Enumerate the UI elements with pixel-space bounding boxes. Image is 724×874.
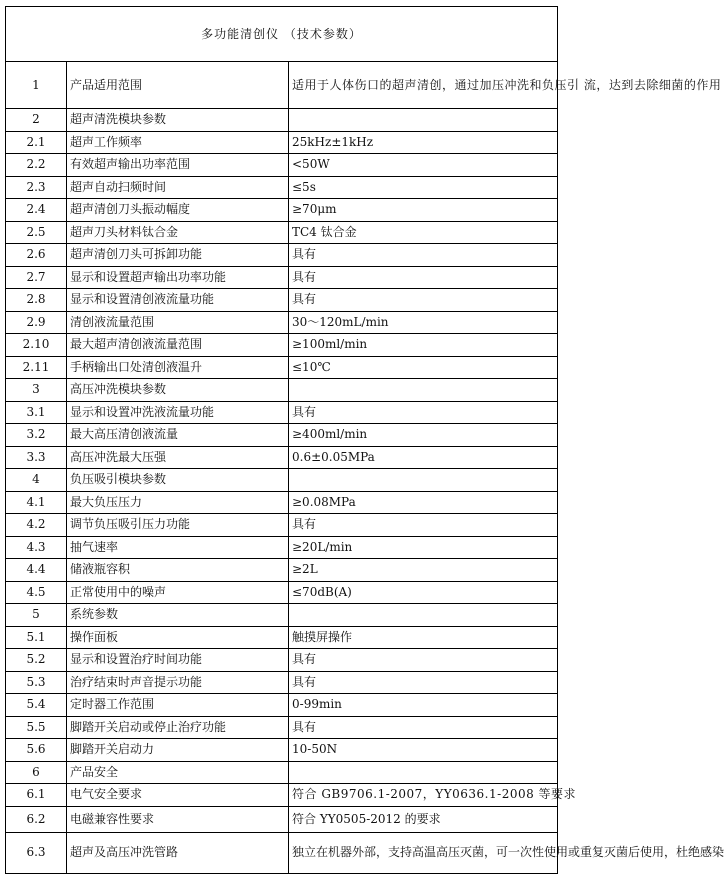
row-parameter-name: 最大负压压力 [67,491,289,514]
row-parameter-value: TC4 钛合金 [289,221,558,244]
row-parameter-name: 正常使用中的噪声 [67,581,289,604]
row-parameter-value: 具有 [289,671,558,694]
row-parameter-name: 脚踏开关启动力 [67,739,289,762]
row-parameter-name: 超声自动扫频时间 [67,176,289,199]
row-number: 5.4 [6,694,67,717]
row-parameter-name: 系统参数 [67,604,289,627]
row-parameter-value: 具有 [289,266,558,289]
row-number: 5 [6,604,67,627]
row-number: 2.7 [6,266,67,289]
row-parameter-value: ≥100ml/min [289,334,558,357]
row-number: 6 [6,761,67,784]
table-row [6,626,558,649]
table-row [6,671,558,694]
table-row [6,334,558,357]
row-number: 2.8 [6,289,67,312]
row-parameter-name: 超声刀头材料钛合金 [67,221,289,244]
row-parameter-value: 具有 [289,289,558,312]
row-number: 4 [6,469,67,492]
row-parameter-name: 显示和设置治疗时间功能 [67,649,289,672]
row-number: 5.1 [6,626,67,649]
row-parameter-value: 独立在机器外部，支持高温高压灭菌，可一次性使用或重复灭菌后使用，杜绝感染 [289,832,558,873]
row-parameter-name: 高压冲洗最大压强 [67,446,289,469]
table-row [6,491,558,514]
row-parameter-name: 超声工作频率 [67,131,289,154]
table-row [6,244,558,267]
row-parameter-name: 清创液流量范围 [67,311,289,334]
row-number: 1 [6,62,67,109]
table-row [6,424,558,447]
row-parameter-value [289,604,558,627]
table-row [6,806,558,832]
row-parameter-name: 定时器工作范围 [67,694,289,717]
table-row [6,581,558,604]
table-row [6,739,558,762]
row-parameter-name: 脚踏开关启动或停止治疗功能 [67,716,289,739]
spec-table-body [6,7,724,874]
table-row [6,289,558,312]
row-number: 5.6 [6,739,67,762]
table-row [6,356,558,379]
row-parameter-name: 电磁兼容性要求 [67,806,289,832]
row-number: 2.2 [6,154,67,177]
row-parameter-name: 最大高压清创液流量 [67,424,289,447]
table-title: 多功能清创仪 （技术参数） [6,7,558,62]
table-row [6,176,558,199]
table-row [6,784,558,807]
row-number: 4.1 [6,491,67,514]
table-row [6,266,558,289]
table-row [6,604,558,627]
table-row [6,109,558,132]
row-parameter-name: 抽气速率 [67,536,289,559]
row-parameter-name: 产品安全 [67,761,289,784]
row-parameter-name: 储液瓶容积 [67,559,289,582]
row-parameter-name: 操作面板 [67,626,289,649]
table-row [6,559,558,582]
table-row [6,154,558,177]
row-number: 4.2 [6,514,67,537]
row-parameter-value: ≥0.08MPa [289,491,558,514]
row-number: 6.1 [6,784,67,807]
row-parameter-value: ≥2L [289,559,558,582]
row-parameter-value: ≤5s [289,176,558,199]
row-parameter-value: 10-50N [289,739,558,762]
table-row [6,716,558,739]
row-parameter-value: 具有 [289,649,558,672]
row-parameter-value: ≥20L/min [289,536,558,559]
row-parameter-value: 符合 YY0505-2012 的要求 [289,806,558,832]
row-parameter-value [289,379,558,402]
row-number: 6.3 [6,832,67,873]
row-number: 2.9 [6,311,67,334]
row-number: 5.2 [6,649,67,672]
row-number: 2.6 [6,244,67,267]
row-number: 2.4 [6,199,67,222]
table-row [6,446,558,469]
row-parameter-value: ≤70dB(A) [289,581,558,604]
row-number: 3.3 [6,446,67,469]
row-parameter-value: 适用于人体伤口的超声清创，通过加压冲洗和负压引 流，达到去除细菌的作用 [289,62,558,109]
row-number: 2.11 [6,356,67,379]
table-row [6,62,558,109]
row-parameter-name: 手柄输出口处清创液温升 [67,356,289,379]
row-parameter-name: 显示和设置清创液流量功能 [67,289,289,312]
table-row [6,649,558,672]
row-number: 4.4 [6,559,67,582]
row-parameter-name: 超声清创刀头振动幅度 [67,199,289,222]
row-number: 4.3 [6,536,67,559]
row-parameter-name: 高压冲洗模块参数 [67,379,289,402]
row-parameter-name: 显示和设置冲洗液流量功能 [67,401,289,424]
row-parameter-name: 产品适用范围 [67,62,289,109]
row-number: 2.3 [6,176,67,199]
row-number: 3.1 [6,401,67,424]
row-parameter-value: 具有 [289,514,558,537]
row-parameter-value: ≥70μm [289,199,558,222]
table-row [6,536,558,559]
row-number: 4.5 [6,581,67,604]
row-parameter-value: 具有 [289,716,558,739]
table-row [6,694,558,717]
row-parameter-value: ≥400ml/min [289,424,558,447]
table-row [6,761,558,784]
row-parameter-name: 显示和设置超声输出功率功能 [67,266,289,289]
table-row [6,469,558,492]
title-row [6,7,558,62]
row-number: 2 [6,109,67,132]
row-parameter-value: ≤10℃ [289,356,558,379]
row-parameter-value: 具有 [289,401,558,424]
row-parameter-value: 符合 GB9706.1-2007，YY0636.1-2008 等要求 [289,784,558,807]
table-row [6,221,558,244]
row-parameter-name: 电气安全要求 [67,784,289,807]
row-parameter-value [289,109,558,132]
spec-table [5,6,724,874]
table-row [6,832,558,873]
row-number: 5.3 [6,671,67,694]
row-parameter-value: 触摸屏操作 [289,626,558,649]
row-parameter-name: 超声及高压冲洗管路 [67,832,289,873]
row-parameter-name: 有效超声输出功率范围 [67,154,289,177]
row-parameter-name: 最大超声清创液流量范围 [67,334,289,357]
row-number: 3 [6,379,67,402]
row-parameter-name: 超声清创刀头可拆卸功能 [67,244,289,267]
table-row [6,401,558,424]
row-parameter-value: 具有 [289,244,558,267]
row-number: 6.2 [6,806,67,832]
row-parameter-value [289,469,558,492]
row-parameter-value: 0.6±0.05MPa [289,446,558,469]
row-parameter-value: 0-99min [289,694,558,717]
row-number: 2.5 [6,221,67,244]
row-parameter-name: 负压吸引模块参数 [67,469,289,492]
row-parameter-value: 30～120mL/min [289,311,558,334]
table-row [6,131,558,154]
table-row [6,514,558,537]
row-number: 2.10 [6,334,67,357]
table-row [6,379,558,402]
row-parameter-value [289,761,558,784]
row-parameter-name: 超声清洗模块参数 [67,109,289,132]
row-number: 5.5 [6,716,67,739]
row-parameter-value: <50W [289,154,558,177]
table-row [6,199,558,222]
row-parameter-name: 治疗结束时声音提示功能 [67,671,289,694]
row-number: 3.2 [6,424,67,447]
row-parameter-value: 25kHz±1kHz [289,131,558,154]
row-parameter-name: 调节负压吸引压力功能 [67,514,289,537]
table-row [6,311,558,334]
row-number: 2.1 [6,131,67,154]
